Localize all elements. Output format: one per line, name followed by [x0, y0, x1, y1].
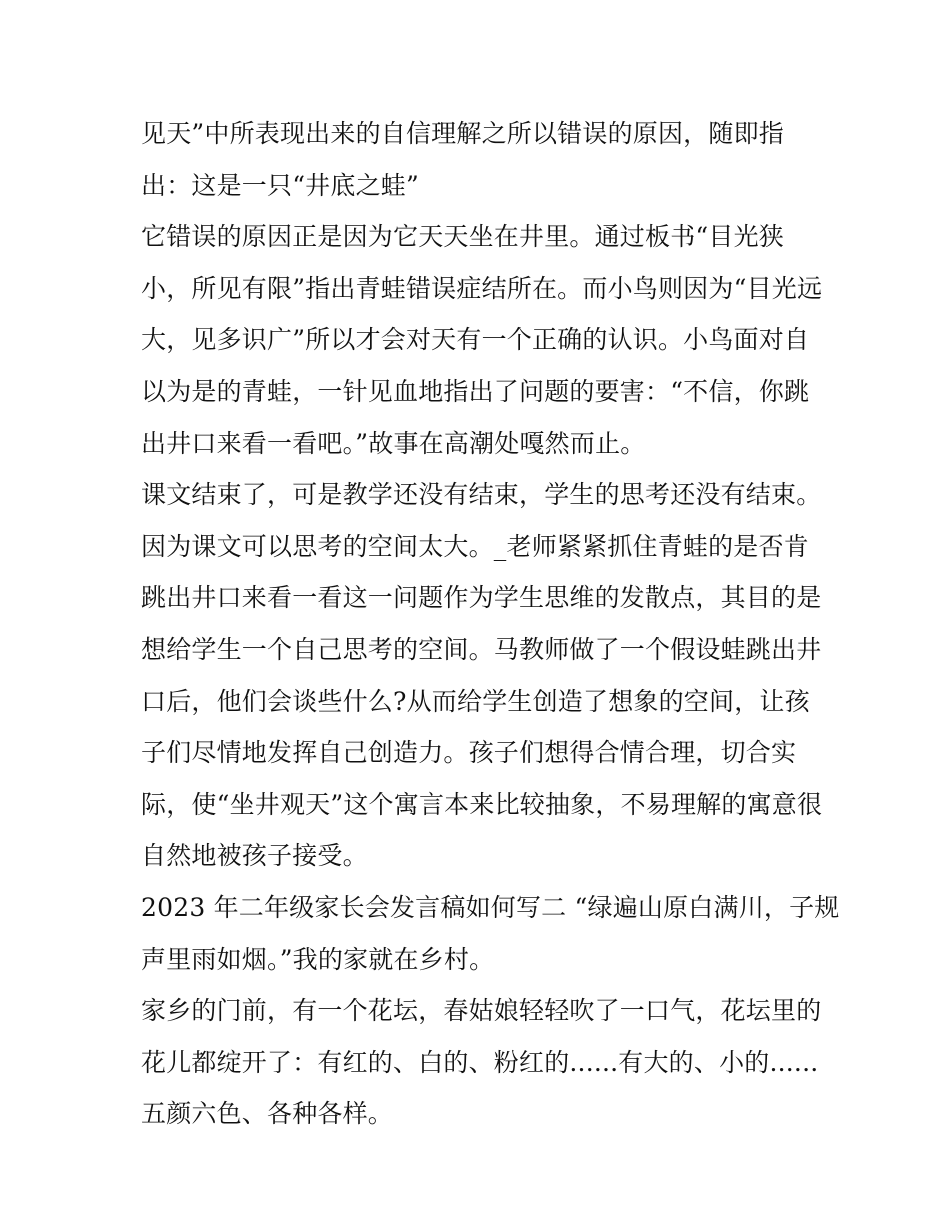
text-line: 想给学生一个自己思考的空间。马教师做了一个假设蛙跳出井 [141, 634, 822, 664]
text-line: 2023 年二年级家长会发言稿如何写二 “绿遍山原白满川，子规 [141, 892, 840, 922]
text-line: 子们尽情地发挥自己创造力。孩子们想得合情合理，切合实 [141, 738, 797, 768]
text-line: 际，使“坐井观天”这个寓言本来比较抽象，不易理解的寓意很 [141, 789, 823, 819]
text-line: 花儿都绽开了：有红的、白的、粉红的......有大的、小的...... [141, 1047, 819, 1077]
text-line: 它错误的原因正是因为它天天坐在井里。通过板书“目光狭 [141, 222, 784, 252]
text-line: 见天”中所表现出来的自信理解之所以错误的原因，随即指 [141, 119, 784, 148]
text-line: 声里雨如烟。”我的家就在乡村。 [141, 944, 495, 974]
text-line: 出：这是一只“井底之蛙” [141, 170, 419, 200]
text-line: 自然地被孩子接受。 [141, 841, 368, 871]
document-body [141, 108, 840, 1140]
text-line: 课文结束了，可是教学还没有结束，学生的思考还没有结束。 [141, 480, 822, 510]
text-line: 以为是的青蛙，一针见血地指出了问题的要害：“不信，你跳 [141, 376, 810, 406]
text-line: 五颜六色、各种各样。 [141, 1099, 394, 1129]
text-line: 因为课文可以思考的空间太大。_老师紧紧抓住青蛙的是否肯 [141, 531, 809, 561]
text-line: 小，所见有限”指出青蛙错误症结所在。而小鸟则因为“目光远 [141, 273, 823, 303]
text-line: 家乡的门前，有一个花坛，春姑娘轻轻吹了一口气，花坛里的 [141, 996, 822, 1026]
text-line: 出井口来看一看吧。”故事在高潮处嘎然而止。 [141, 428, 646, 458]
text-line: 大，见多识广”所以才会对天有一个正确的认识。小鸟面对自 [141, 325, 810, 355]
text-line: 口后，他们会谈些什么?从而给学生创造了想象的空间，让孩 [141, 686, 810, 716]
text-line: 跳出井口来看一看这一问题作为学生思维的发散点，其目的是 [141, 583, 822, 613]
